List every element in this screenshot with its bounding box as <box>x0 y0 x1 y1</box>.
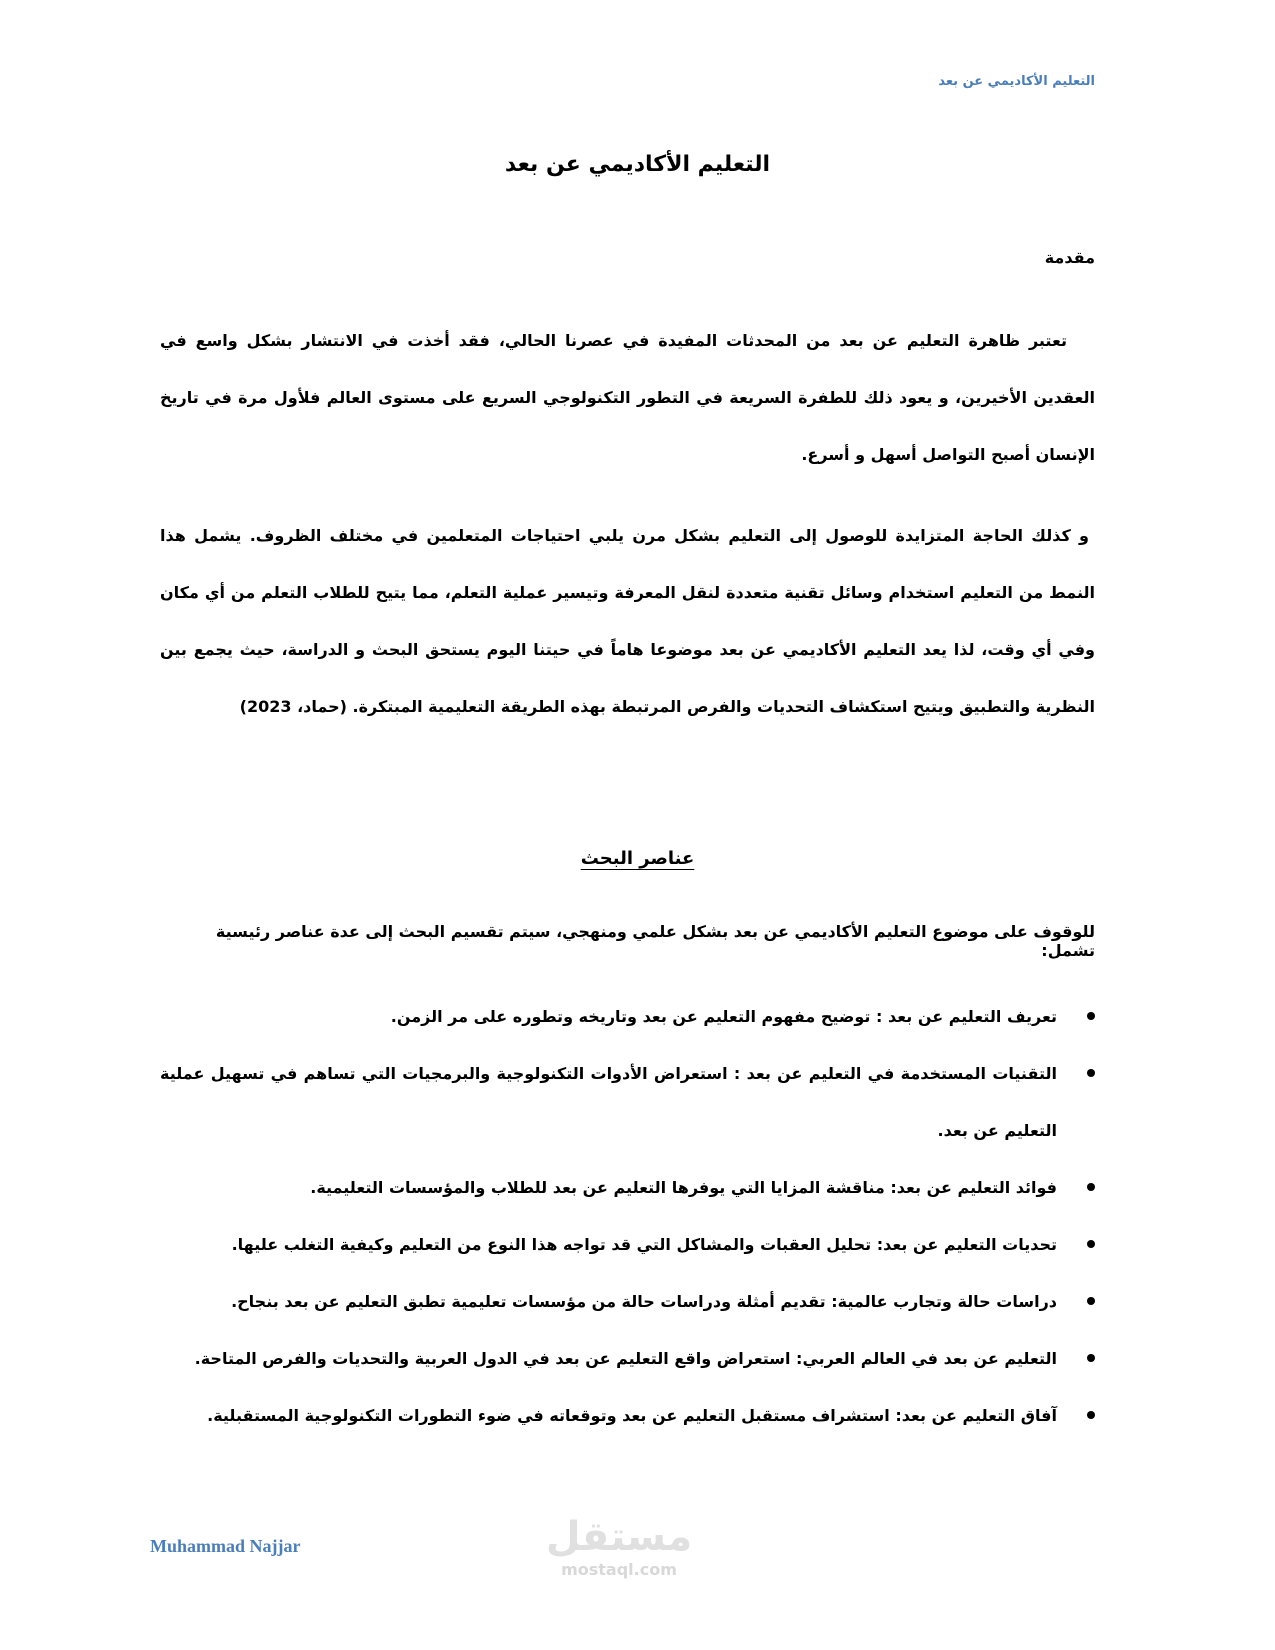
list-item <box>160 1273 1095 1330</box>
intro-paragraph-2: و كذلك الحاجة المتزايدة للوصول إلى التعليم بشكل مرن يلبي احتياجات المتعلمين في مختلف الظروف. يشمل هذا النمط من التعليم استخدام وسائل تقنية متعددة لنقل المعرفة وتيسير عملية التعلم، مما يتيح للطلاب التعلم من أي مكان وفي أي وقت، لذا يعد التعليم الأكاديمي عن بعد موضوعا هاماً في حيتنا اليوم يستحق البحث و الدراسة، حيث يجمع بين النظرية والتطبيق ويتيح استكشاف التحديات والفرص المرتبطة بهذه الطريقة التعليمية المبتكرة. (حماد، 2023) <box>160 526 1095 716</box>
bullet-icon <box>1087 1183 1095 1191</box>
running-header: التعليم الأكاديمي عن بعد <box>938 74 1095 89</box>
document-title: التعليم الأكاديمي عن بعد <box>504 152 771 177</box>
list-item-text: دراسات حالة وتجارب عالمية: تقديم أمثلة ودراسات حالة من مؤسسات تعليمية تطبق التعليم عن بعد بنجاح. <box>231 1292 1057 1311</box>
bullet-icon <box>1087 1069 1095 1077</box>
section-intro: للوقوف على موضوع التعليم الأكاديمي عن بعد بشكل علمي ومنهجي، سيتم تقسيم البحث إلى عدة عناصر رئيسية تشمل: <box>215 922 1095 960</box>
section-heading: عناصر البحث <box>580 848 695 869</box>
list-item-text: التعليم عن بعد في العالم العربي: استعراض واقع التعليم عن بعد في الدول العربية والتحديات والفرص المتاحة. <box>194 1349 1057 1368</box>
intro-heading: مقدمة <box>1044 248 1095 267</box>
list-item <box>160 1045 1095 1159</box>
list-item <box>160 1330 1095 1387</box>
watermark-arabic-text: مستقل <box>545 1514 693 1560</box>
mostaql-watermark <box>544 1514 694 1580</box>
bullet-icon <box>1087 1297 1095 1305</box>
list-item-text: تعريف التعليم عن بعد : توضيح مفهوم التعليم عن بعد وتاريخه وتطوره على مر الزمن. <box>390 1007 1057 1026</box>
watermark-url-text: mostaql.com <box>561 1560 677 1579</box>
bullet-icon <box>1087 1411 1095 1419</box>
list-item-text: التقنيات المستخدمة في التعليم عن بعد : استعراض الأدوات التكنولوجية والبرمجيات التي تساهم في تسهيل عملية التعليم عن بعد. <box>160 1064 1057 1140</box>
list-item <box>160 988 1095 1045</box>
list-item-text: فوائد التعليم عن بعد: مناقشة المزايا التي يوفرها التعليم عن بعد للطلاب والمؤسسات التعليمية. <box>310 1178 1057 1197</box>
list-item <box>160 1387 1095 1444</box>
list-item-text: آفاق التعليم عن بعد: استشراف مستقبل التعليم عن بعد وتوقعاته في ضوء التطورات التكنولوجية المستقبلية. <box>207 1406 1057 1425</box>
list-item <box>160 1159 1095 1216</box>
list-item <box>160 1216 1095 1273</box>
research-elements-list <box>160 988 1095 1444</box>
bullet-icon <box>1087 1354 1095 1362</box>
bullet-icon <box>1087 1012 1095 1020</box>
bullet-icon <box>1087 1240 1095 1248</box>
intro-paragraph-1: تعتبر ظاهرة التعليم عن بعد من المحدثات المفيدة في عصرنا الحالي، فقد أخذت في الانتشار بشكل واسع في العقدين الأخيرين، و يعود ذلك للطفرة السريعة في التطور التكنولوجي السريع على مستوى العالم فلأول مرة في تاريخ الإنسان أصبح التواصل أسهل و أسرع. <box>160 331 1095 464</box>
footer-author: Muhammad Najjar <box>150 1536 301 1556</box>
list-item-text: تحديات التعليم عن بعد: تحليل العقبات والمشاكل التي قد تواجه هذا النوع من التعليم وكيفية التغلب عليها. <box>231 1235 1057 1254</box>
